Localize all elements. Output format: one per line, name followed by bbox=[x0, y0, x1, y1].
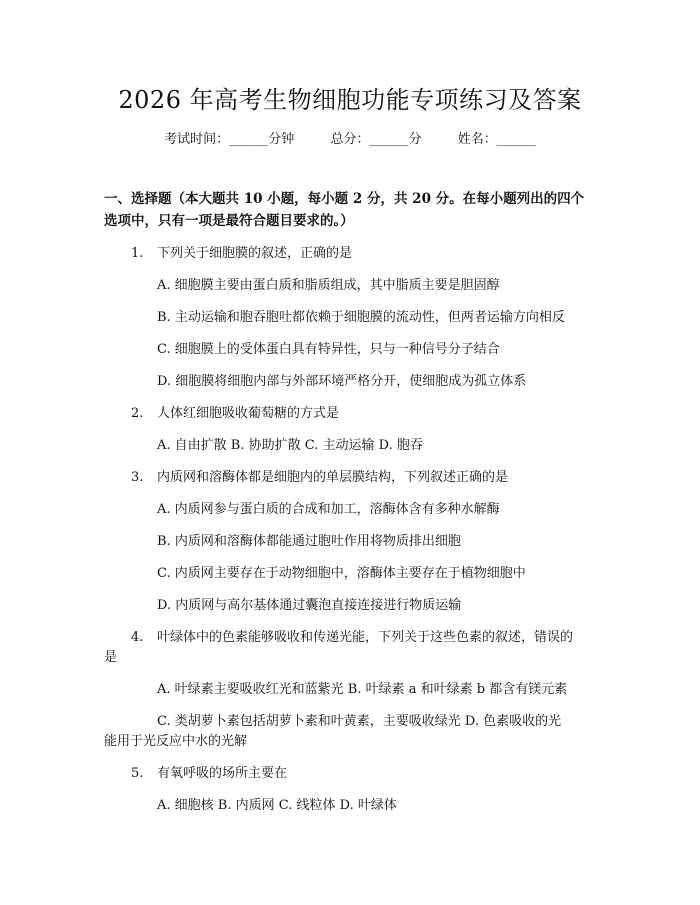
question-text: 下列关于细胞膜的叙述，正确的是 bbox=[157, 246, 353, 261]
question-option: A. 自由扩散 B. 协助扩散 C. 主动运输 D. 胞吞 bbox=[157, 438, 423, 453]
question-option: C. 类胡萝卜素包括胡萝卜素和叶黄素，主要吸收绿光 D. 色素吸收的光 bbox=[157, 714, 562, 729]
question-option: A. 细胞膜主要由蛋白质和脂质组成，其中脂质主要是胆固醇 bbox=[157, 278, 500, 293]
question-option-continued: 能用于光反应中水的光解 bbox=[104, 734, 248, 749]
section-heading: 一、选择题（本大题共 10 小题，每小题 2 分，共 20 分。在每小题列出的四个选项中，只有一项是最符合题目要求的。） bbox=[104, 191, 585, 229]
exam-meta bbox=[0, 130, 700, 150]
question-number: 2. bbox=[131, 406, 144, 421]
question-text: 人体红细胞吸收葡萄糖的方式是 bbox=[157, 406, 340, 421]
question-number: 1. bbox=[131, 246, 144, 261]
question-option: C. 细胞膜上的受体蛋白具有特异性，只与一种信号分子结合 bbox=[157, 342, 500, 357]
question-option: C. 内质网主要存在于动物细胞中，溶酶体主要存在于植物细胞中 bbox=[157, 566, 526, 581]
name-label: 姓名： bbox=[457, 132, 497, 147]
time-unit: 分钟 bbox=[268, 132, 295, 147]
question-option: A. 叶绿素主要吸收红光和蓝紫光 B. 叶绿素 a 和叶绿素 b 都含有镁元素 bbox=[157, 682, 568, 697]
question-text: 叶绿体中的色素能够吸收和传递光能，下列关于这些色素的叙述，错误的 bbox=[157, 630, 574, 645]
question-option: B. 主动运输和胞吞胞吐都依赖于细胞膜的流动性，但两者运输方向相反 bbox=[157, 310, 565, 325]
question-option: D. 细胞膜将细胞内部与外部环境严格分开，使细胞成为孤立体系 bbox=[157, 374, 527, 389]
page-title: 2026 年高考生物细胞功能专项练习及答案 bbox=[118, 86, 582, 114]
name-blank: ______ bbox=[496, 132, 536, 147]
score-blank: ______ bbox=[369, 132, 409, 147]
question-text: 内质网和溶酶体都是细胞内的单层膜结构，下列叙述正确的是 bbox=[157, 470, 509, 485]
question-number: 4. bbox=[131, 630, 144, 645]
score-unit: 分 bbox=[408, 132, 422, 147]
question-number: 5. bbox=[131, 766, 144, 781]
question-option: A. 内质网参与蛋白质的合成和加工，溶酶体含有多种水解酶 bbox=[157, 502, 500, 517]
time-label: 考试时间： bbox=[164, 132, 230, 147]
question-number: 3. bbox=[131, 470, 144, 485]
question-text: 有氧呼吸的场所主要在 bbox=[157, 766, 288, 781]
score-label: 总分： bbox=[330, 132, 370, 147]
time-blank: ______ bbox=[229, 132, 269, 147]
question-option: A. 细胞核 B. 内质网 C. 线粒体 D. 叶绿体 bbox=[157, 798, 397, 813]
question-option: D. 内质网与高尔基体通过囊泡直接连接进行物质运输 bbox=[157, 598, 462, 613]
question-option: B. 内质网和溶酶体都能通过胞吐作用将物质排出细胞 bbox=[157, 534, 461, 549]
question-text-continued: 是 bbox=[104, 650, 118, 665]
